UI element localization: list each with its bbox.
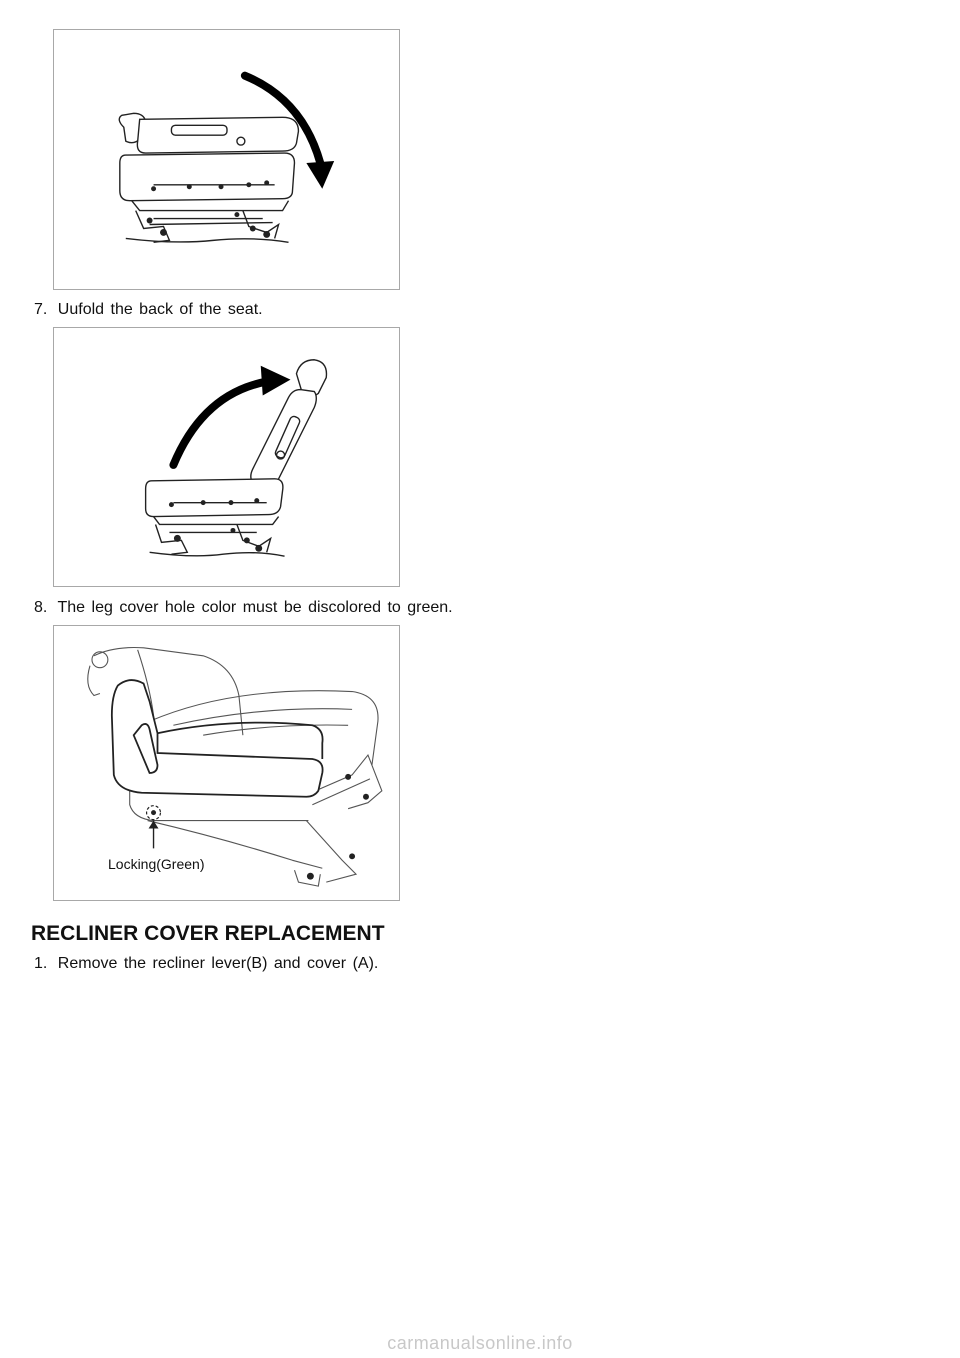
- seat-fold-forward-illustration: [54, 30, 399, 289]
- step-8: [34, 598, 453, 618]
- seat-unfold-back-illustration: [54, 328, 399, 586]
- figure-seat-fold-forward: [53, 29, 400, 290]
- step-8-text: The leg cover hole color must be discolored to green.: [57, 599, 453, 616]
- step-7-number: 7.: [34, 301, 48, 318]
- figure-seat-leg-cover: [53, 625, 400, 901]
- watermark: carmanualsonline.info: [387, 1333, 573, 1353]
- locking-callout-label: Locking(Green): [108, 856, 205, 872]
- section-heading: RECLINER COVER REPLACEMENT: [31, 922, 385, 945]
- step-7-text: Uufold the back of the seat.: [57, 301, 263, 318]
- step-1-text: Remove the recliner lever(B) and cover (A).: [57, 955, 379, 972]
- step-1: [34, 954, 378, 974]
- step-1-number: 1.: [34, 955, 48, 972]
- step-8-number: 8.: [34, 599, 48, 616]
- step-7: [34, 300, 263, 320]
- seat-leg-cover-locking-illustration: [54, 626, 399, 900]
- figure-seat-unfold-back: [53, 327, 400, 587]
